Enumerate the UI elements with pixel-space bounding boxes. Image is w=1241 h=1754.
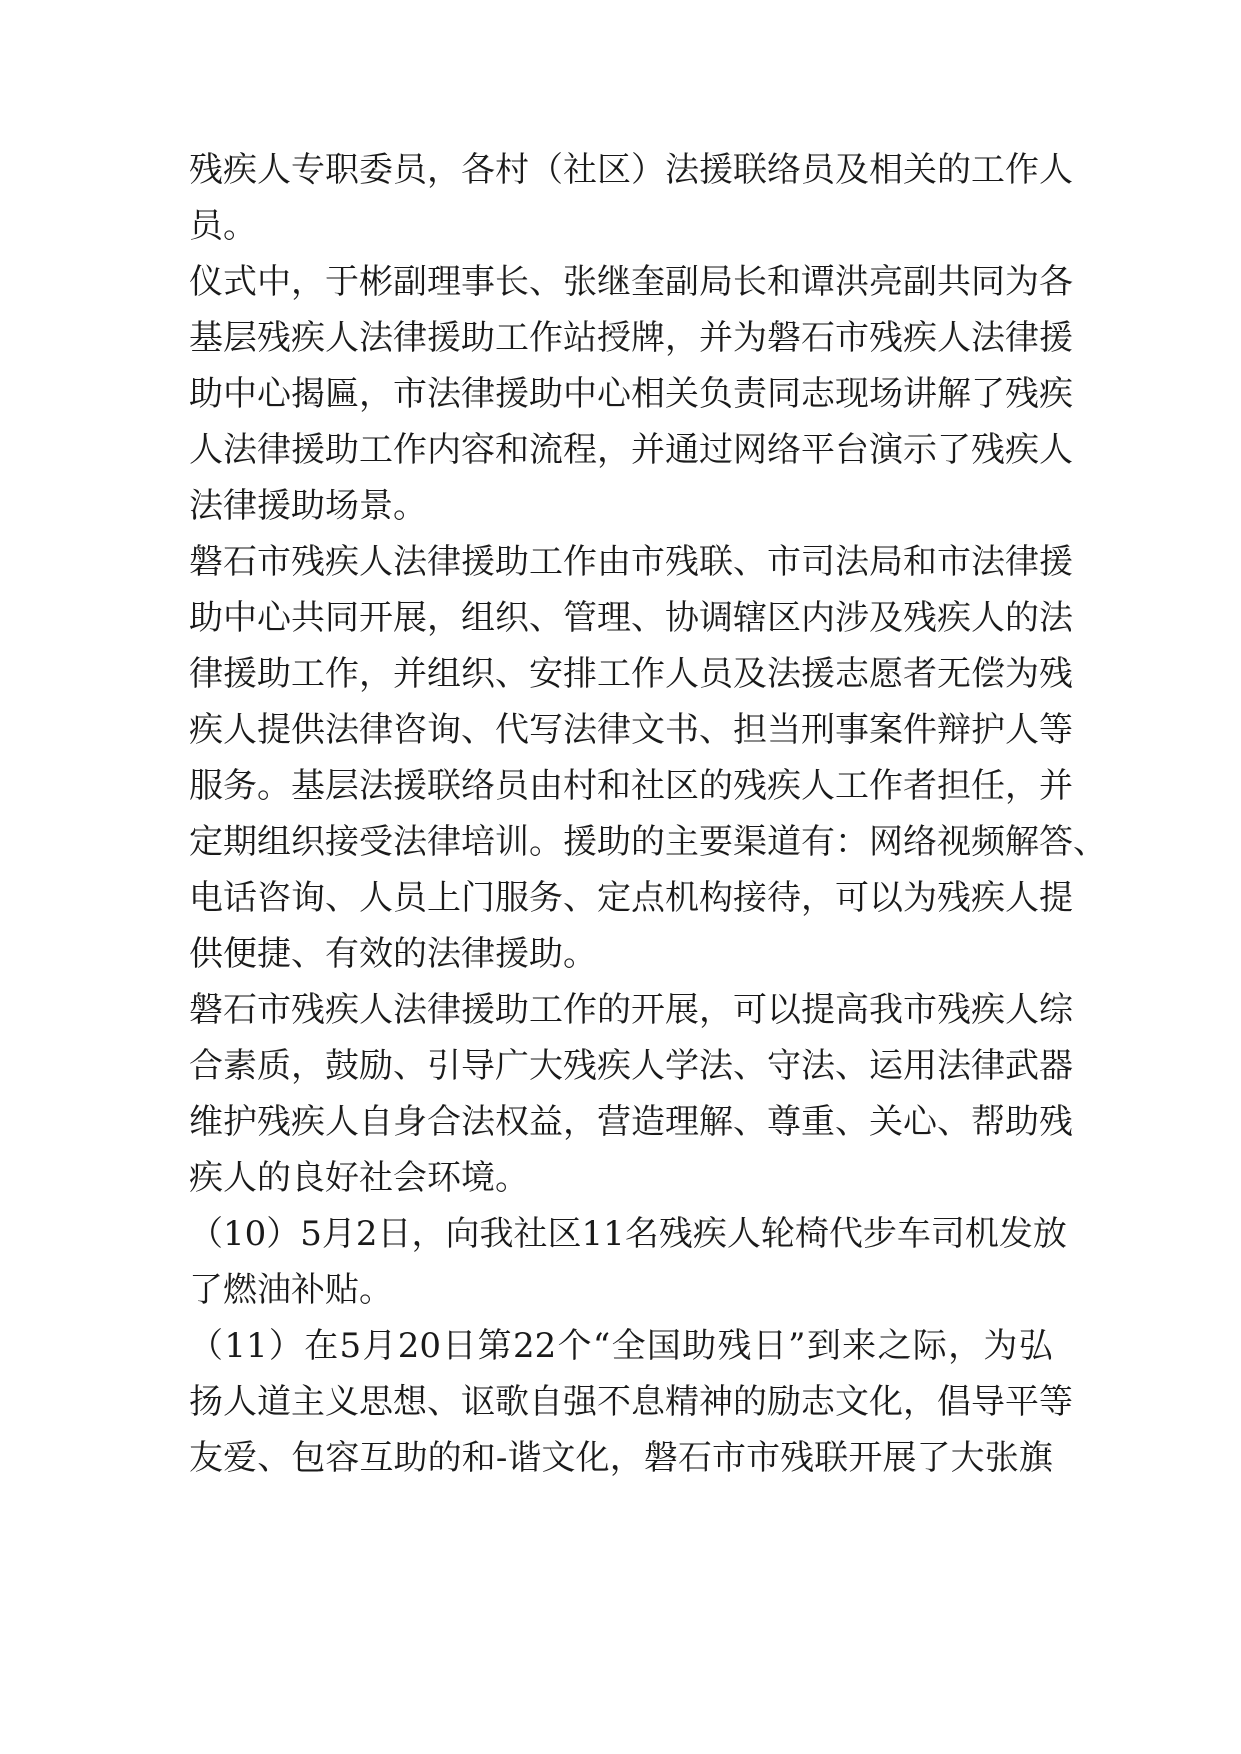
text-line: （ 11 ） 在 5 月 20 日 第 22 个 “ 全 国 助 残 日 ” 到 来 之 际 ， 为 弘: [189, 1326, 1053, 1366]
text-line: 人 法 律 援 助 工 作 内 容 和 流 程 ， 并 通 过 网 络 平 台 演 示 了 残 疾 人: [189, 430, 1073, 470]
text-line: 供便捷、有效的法律援助。: [189, 934, 597, 974]
text-line: 定 期 组 织 接 受 法 律 培 训 。 援 助 的 主 要 渠 道 有 ： 网 络 视 频 解 答 、: [189, 822, 1107, 862]
text-line: （ 10 ） 5 月 2 日 ， 向 我 社 区 11 名 残 疾 人 轮 椅 代 步 车 司 机 发 放: [189, 1214, 1067, 1254]
text-line: 法律援助场景。: [189, 486, 427, 526]
text-line: 服 务 。 基 层 法 援 联 络 员 由 村 和 社 区 的 残 疾 人 工 作 者 担 任 ， 并: [189, 766, 1073, 806]
text-line: 律 援 助 工 作 ， 并 组 织 、 安 排 工 作 人 员 及 法 援 志 愿 者 无 偿 为 残: [189, 654, 1073, 694]
text-line: 电 话 咨 询 、 人 员 上 门 服 务 、 定 点 机 构 接 待 ， 可 以 为 残 疾 人 提: [189, 878, 1073, 918]
text-line: 疾 人 提 供 法 律 咨 询 、 代 写 法 律 文 书 、 担 当 刑 事 案 件 辩 护 人 等: [189, 710, 1073, 750]
text-line: 员。: [189, 206, 257, 246]
text-line: 磐 石 市 残 疾 人 法 律 援 助 工 作 的 开 展 ， 可 以 提 高 我 市 残 疾 人 综: [189, 990, 1073, 1030]
text-line: 友 爱 、 包 容 互 助 的 和 - 谐 文 化 ， 磐 石 市 市 残 联 开 展 了 大 张 旗: [189, 1438, 1053, 1478]
text-line: 疾人的良好社会环境。: [189, 1158, 529, 1198]
text-line: 磐 石 市 残 疾 人 法 律 援 助 工 作 由 市 残 联 、 市 司 法 局 和 市 法 律 援: [189, 542, 1073, 582]
text-line: 基 层 残 疾 人 法 律 援 助 工 作 站 授 牌 ， 并 为 磐 石 市 残 疾 人 法 律 援: [189, 318, 1073, 358]
text-line: 了燃油补贴。: [189, 1270, 393, 1310]
text-line: 维 护 残 疾 人 自 身 合 法 权 益 ， 营 造 理 解 、 尊 重 、 关 心 、 帮 助 残: [189, 1102, 1073, 1142]
text-line: 助 中 心 揭 匾 ， 市 法 律 援 助 中 心 相 关 负 责 同 志 现 场 讲 解 了 残 疾: [189, 374, 1073, 414]
text-line: 助 中 心 共 同 开 展 ， 组 织 、 管 理 、 协 调 辖 区 内 涉 及 残 疾 人 的 法: [189, 598, 1073, 638]
text-line: 仪 式 中 ， 于 彬 副 理 事 长 、 张 继 奎 副 局 长 和 谭 洪 亮 副 共 同 为 各: [189, 262, 1073, 302]
text-line: 残 疾 人 专 职 委 员 ， 各 村 （ 社 区 ） 法 援 联 络 员 及 相 关 的 工 作 人: [189, 150, 1073, 190]
text-line: 合 素 质 ， 鼓 励 、 引 导 广 大 残 疾 人 学 法 、 守 法 、 运 用 法 律 武 器: [189, 1046, 1073, 1086]
text-line: 扬 人 道 主 义 思 想 、 讴 歌 自 强 不 息 精 神 的 励 志 文 化 ， 倡 导 平 等: [189, 1382, 1073, 1422]
